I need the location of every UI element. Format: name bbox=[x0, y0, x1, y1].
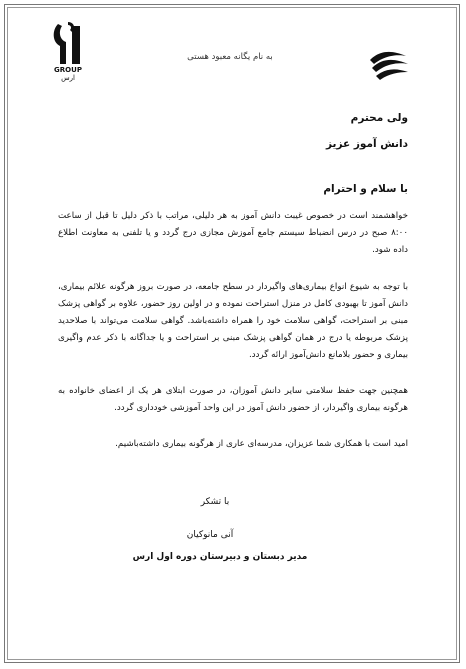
signature-thanks: با تشکر bbox=[200, 497, 230, 507]
paragraph-family-illness: همچنین جهت حفظ سلامتی سایر دانش آموزان، در صورت ابتلای هر یک از اعضای خانواده به هرگونه بیماری واگیردار، از حضور دانش آموز در این واحد آموزشی خودداری گردد. bbox=[58, 386, 408, 413]
paragraph-absence: خواهشمند است در خصوص غیبت دانش آموز به هر دلیلی، مراتب با ذکر دلیل تا قبل از ساعت ۸:۰۰ صبح در درس انضباط سیستم جامع آموزش مجازی درج گردد و یا تلفنی به معاونت اطلاع داده شود. bbox=[58, 211, 408, 255]
logo-text-bottom: ارس bbox=[61, 74, 75, 82]
wave-emblem-icon bbox=[366, 48, 412, 82]
school-logo-icon bbox=[46, 20, 90, 82]
paragraph-illness: با توجه به شیوع انواع بیماری‌های واگیردار در سطح جامعه، در صورت بروز هرگونه علائم بیماری، دانش آموز تا بهبودی کامل در منزل استراحت نموده و در اولین روز حضور، علاوه بر گواهی پزشک مبنی بر استراحت، گواهی سلامت خود را همراه داشته‌باشد. گواهی سلامت می‌تواند با صلاحدید پزشک مربوطه یا درج در همان گواهی پزشک مبنی بر استراحت و یا جداگانه با ذکر عدم واگیری بیماری و حضور بلامانع دانش‌آموز ارائه گردد. bbox=[58, 282, 408, 360]
greeting-student: دانش آموز عزیز bbox=[326, 138, 408, 150]
signature-name: آنی مانوکیان bbox=[186, 530, 234, 540]
signature-title: مدیر دبستان و دبیرستان دوره اول ارس bbox=[132, 552, 308, 562]
greeting-parent: ولی محترم bbox=[350, 112, 408, 124]
salutation: با سلام و احترام bbox=[323, 183, 408, 195]
bismillah-header: به نام یگانه معبود هستی bbox=[187, 52, 273, 62]
logo-text-top: GROUP bbox=[54, 66, 82, 74]
school-logo bbox=[46, 20, 90, 82]
emblem-logo bbox=[366, 48, 412, 82]
paragraph-closing: امید است با همکاری شما عزیزان، مدرسه‌ای عاری از هرگونه بیماری داشته‌باشیم. bbox=[115, 439, 408, 449]
